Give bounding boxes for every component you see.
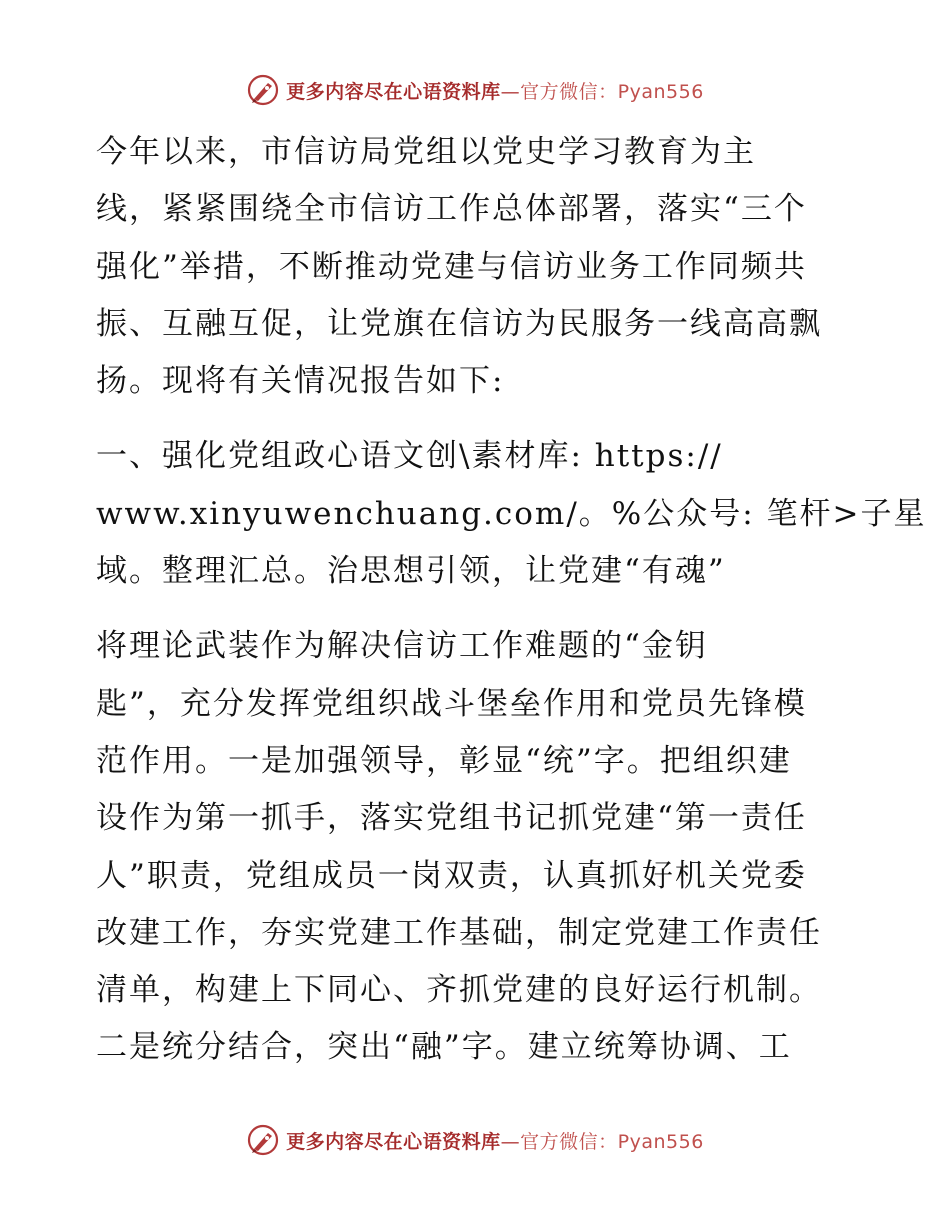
text-line: 将理论武装作为解决信访工作难题的“金钥 <box>96 628 708 665</box>
header-contact-text: 官方微信：Pyan556 <box>520 80 704 103</box>
header-watermark-banner <box>0 70 950 110</box>
text-line: 设作为第一抓手，落实党组书记抓党建“第一责任 <box>96 800 807 837</box>
text-line: 改建工作，夯实党建工作基础，制定党建工作责任 <box>96 914 822 951</box>
text-line: 一、强化党组政心语文创\素材库: https:// <box>96 438 723 475</box>
text-line: 线，紧紧围绕全市信访工作总体部署，落实“三个 <box>96 191 807 228</box>
paragraph-section-heading <box>96 428 927 600</box>
text-line: 二是统分结合，突出“融”字。建立统筹协调、工 <box>96 1029 792 1066</box>
footer-separator: — <box>500 1130 521 1153</box>
paragraph-body <box>96 618 856 1076</box>
footer-brand-text: 更多内容尽在心语资料库 <box>286 1130 501 1153</box>
text-line: 今年以来，市信访局党组以党史学习教育为主 <box>96 134 756 170</box>
footer-watermark-text <box>286 1127 704 1154</box>
text-line: 范作用。一是加强领导，彰显“统”字。把组织建 <box>96 742 792 779</box>
text-line: 振、互融互促，让党旗在信访为民服务一线高高飘 <box>96 305 822 342</box>
text-line: 域。整理汇总。治思想引领，让党建“有魂” <box>96 553 726 590</box>
text-line: 匙”，充分发挥党组织战斗堡垒作用和党员先锋模 <box>96 685 807 722</box>
paragraph-intro <box>96 124 856 410</box>
footer-contact-text: 官方微信：Pyan556 <box>520 1130 704 1153</box>
pen-logo-icon <box>246 1123 280 1157</box>
header-brand-text: 更多内容尽在心语资料库 <box>286 80 501 103</box>
text-line: 人”职责，党组成员一岗双责，认真抓好机关党委 <box>96 857 807 894</box>
text-line: www.xinyuwenchuang.com/。%公众号: 笔杆>子星 <box>96 495 927 532</box>
footer-watermark-banner <box>0 1120 950 1160</box>
pen-logo-icon <box>246 73 280 107</box>
header-watermark-text <box>286 77 704 104</box>
text-line: 清单，构建上下同心、齐抓党建的良好运行机制。 <box>96 972 822 1009</box>
header-separator: — <box>500 80 521 103</box>
text-line: 扬。现将有关情况报告如下: <box>96 363 505 400</box>
document-body <box>96 124 927 1077</box>
text-line: 强化”举措，不断推动党建与信访业务工作同频共 <box>96 248 807 285</box>
